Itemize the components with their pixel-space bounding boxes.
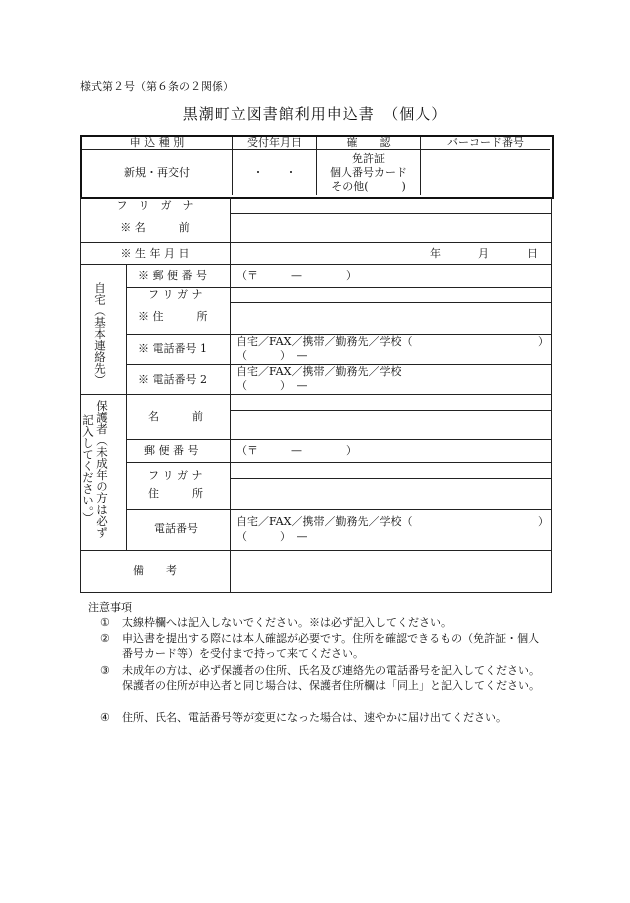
birth-day-unit: 日 xyxy=(527,247,538,260)
name-input[interactable] xyxy=(231,214,550,241)
guardian-address-input[interactable] xyxy=(231,479,550,508)
type-label: 申 込 種 別 xyxy=(129,136,185,149)
list-item xyxy=(100,663,542,708)
remarks-label: 備 考 xyxy=(133,564,177,577)
form-number: 様式第２号（第６条の２関係） xyxy=(80,80,234,93)
list-item xyxy=(100,615,542,630)
home-address-label: ※ 住 所 xyxy=(138,310,208,323)
birth-year-unit: 年 xyxy=(430,247,441,260)
home-phone1-type[interactable]: 自宅／FAX／携帯／勤務先／学校（ xyxy=(236,335,413,348)
home-postal-label: ※ 郵 便 番 号 xyxy=(138,269,207,282)
guardian-phone-number[interactable]: （ ） — xyxy=(236,530,308,543)
list-item xyxy=(100,631,542,661)
divider xyxy=(126,462,551,463)
notes-heading: 注意事項 xyxy=(88,601,132,614)
guardian-phone-type[interactable]: 自宅／FAX／携帯／勤務先／学校（ xyxy=(236,515,413,528)
divider xyxy=(126,439,551,440)
barcode-label: バーコード番号 xyxy=(447,136,524,149)
remarks-input[interactable] xyxy=(231,551,550,591)
guardian-address-label: 住 所 xyxy=(148,487,203,500)
note-text: 申込書を提出する際には本人確認が必要です。住所を確認できるもの（免許証・個人番号カード等）を受付まで持って来てください。 xyxy=(122,632,540,660)
page-title: 黒潮町立図書館利用申込書 （個人） xyxy=(182,105,448,123)
note-text: 太線枠欄へは記入しないでください。※は必ず記入してください。 xyxy=(122,616,452,629)
guardian-phone-label: 電話番号 xyxy=(154,522,198,535)
furigana-input[interactable] xyxy=(231,198,550,212)
guardian-name-label: 名 前 xyxy=(148,410,203,423)
note-number: ③ xyxy=(100,664,110,677)
home-postal-value[interactable]: （〒 — ） xyxy=(236,269,357,282)
home-section-label: 自宅（基本連絡先） xyxy=(93,282,107,386)
home-phone2-label: ※ 電話番号 2 xyxy=(138,373,207,386)
date-label: 受付年月日 xyxy=(247,136,302,149)
note-text: 住所、氏名、電話番号等が変更になった場合は、速やかに届け出てください。 xyxy=(122,711,507,724)
birth-month-unit: 月 xyxy=(478,247,489,260)
confirm-option-mynumber[interactable]: 個人番号カード xyxy=(330,166,407,179)
note-text: 未成年の方は、必ず保護者の住所、氏名及び連絡先の電話番号を記入してください。保護者の住所が申込者と同じ場合は、保護者住所欄は「同上」と記入してください。 xyxy=(122,664,540,692)
type-value: 新規・再交付 xyxy=(124,166,190,179)
confirm-label: 確 認 xyxy=(346,136,391,149)
divider xyxy=(80,394,551,395)
birth-label: ※ 生 年 月 日 xyxy=(120,247,190,260)
guardian-furigana-label: フ リ ガ ナ xyxy=(148,469,203,482)
home-phone2-type[interactable]: 自宅／FAX／携帯／勤務先／学校 xyxy=(236,365,402,378)
home-furigana-label: フ リ ガ ナ xyxy=(148,288,203,301)
guardian-section-label-2: 記入してください。） xyxy=(81,414,95,524)
name-label: ※ 名 前 xyxy=(120,221,190,234)
confirm-option-other[interactable]: その他( ) xyxy=(331,180,406,193)
guardian-section-label: 保護者（未成年の方は必ず xyxy=(95,400,109,538)
divider xyxy=(80,264,551,265)
guardian-postal-value[interactable]: （〒 — ） xyxy=(236,444,357,457)
birth-date-input[interactable] xyxy=(231,243,421,263)
divider xyxy=(126,509,551,510)
note-number: ④ xyxy=(100,711,110,724)
home-phone1-number[interactable]: （ ） — xyxy=(236,349,308,362)
note-number: ① xyxy=(100,616,110,629)
divider xyxy=(126,264,127,550)
note-number: ② xyxy=(100,632,110,645)
barcode-field[interactable] xyxy=(421,150,550,195)
home-phone2-number[interactable]: （ ） — xyxy=(236,379,308,392)
list-item xyxy=(100,710,542,725)
date-value: ・ ・ xyxy=(252,166,297,179)
home-phone1-close: ） xyxy=(538,335,549,348)
guardian-postal-label: 郵 便 番 号 xyxy=(144,444,199,457)
home-address-input[interactable] xyxy=(231,303,550,333)
guardian-name-input[interactable] xyxy=(231,411,550,438)
home-phone1-label: ※ 電話番号 1 xyxy=(138,342,207,355)
confirm-option-license[interactable]: 免許証 xyxy=(352,152,385,165)
furigana-label: フ リ ガ ナ xyxy=(116,199,194,212)
guardian-phone-close: ） xyxy=(538,515,549,528)
